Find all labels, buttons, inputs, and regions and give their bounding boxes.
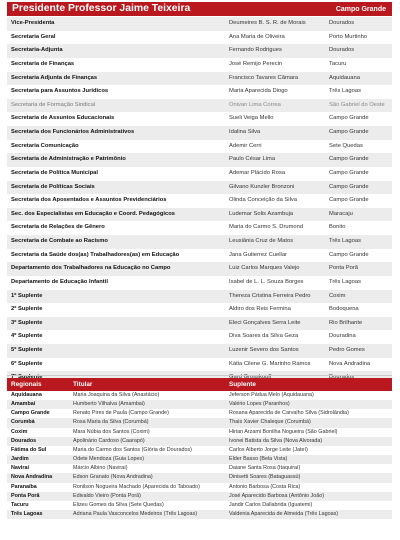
member-city: Maracaju: [329, 210, 353, 217]
titular-name: Apolinário Cardoso (Caarapó): [73, 437, 145, 444]
board-row: [7, 358, 392, 372]
header-suplente: Suplente: [229, 381, 256, 388]
regional-name: Paranaíba: [11, 483, 37, 490]
member-name: Jana Gutierrez Cuellar: [229, 251, 287, 258]
member-name: Maria do Carmo S. Drumond: [229, 224, 304, 231]
role-label: Vice-Presidenta: [11, 20, 55, 26]
regional-name: Dourados: [11, 437, 37, 444]
board-row: [7, 126, 392, 140]
regionals-table: [7, 378, 392, 519]
titular-name: Adriana Paula Vasconcelos Medeiros (Três Lagoas): [73, 511, 198, 518]
member-name: Ademar Plácido Rosa: [229, 169, 286, 176]
board-row: [7, 99, 392, 113]
titular-name: Elizeu Gomes da Silva (Sete Quedas): [73, 501, 164, 508]
suplente-name: Thais Xavier Chaleque (Corumbá): [229, 419, 311, 426]
board-row: [7, 249, 392, 263]
regional-row: [7, 409, 392, 418]
member-city: Porto Murtinho: [329, 33, 368, 40]
board-row: [7, 140, 392, 154]
role-label: 5º Suplente: [11, 347, 43, 353]
regional-row: [7, 473, 392, 482]
board-row: [7, 276, 392, 290]
role-label: 4º Suplente: [11, 333, 43, 340]
member-city: Campo Grande: [329, 169, 369, 176]
regional-row: [7, 391, 392, 400]
suplente-name: Hirian Arzami Bonilha Nogueira (São Gabriel): [229, 428, 338, 435]
member-name: Gilvano Kunzler Bronzoni: [229, 183, 295, 190]
member-name: Aldiro dos Reis Fermina: [229, 306, 291, 313]
member-name: Onivan Lima Correa: [229, 101, 281, 108]
member-city: Campo Grande: [329, 156, 369, 163]
role-label: Departamento dos Trabalhadores na Educação no Campo: [11, 265, 171, 272]
member-city: Dourados: [329, 47, 355, 54]
member-city: Três Lagoas: [329, 238, 362, 244]
titular-name: Edivaldo Vieiro (Ponta Porã): [73, 492, 141, 499]
board-row: [7, 235, 392, 249]
regional-name: Aquidauana: [11, 392, 42, 398]
board-row: [7, 221, 392, 235]
member-city: Campo Grande: [329, 183, 369, 190]
suplente-name: Valério Lopes (Paranhos): [229, 401, 290, 408]
member-city: Coxim: [329, 292, 346, 299]
regionals-header-row: [7, 378, 392, 391]
role-label: 1º Suplente: [11, 292, 43, 299]
suplente-name: Rosana Aparecida de Carvalho Silva (Sidrolândia): [229, 410, 349, 417]
member-name: Thereza Cristina Ferreira Pedro: [229, 292, 311, 299]
regional-row: [7, 492, 392, 501]
member-name: Isabel de L. L. Souza Borges: [229, 278, 304, 285]
member-name: Paulo César Lima: [229, 156, 276, 163]
member-name: Francisco Tavares Câmara: [229, 74, 299, 81]
suplente-name: Antonio Barbosa (Costa Rica): [229, 483, 301, 490]
regional-row: [7, 464, 392, 473]
suplente-name: Elder Basso (Bela Vista): [229, 456, 288, 463]
titular-name: Mara Núbia dos Santos (Coxim): [73, 428, 150, 435]
titular-name: Humberto Vilhalva (Amambai): [73, 401, 145, 408]
role-label: Secretaria Geral: [11, 33, 56, 40]
board-row: [7, 167, 392, 181]
board-row: [7, 112, 392, 126]
member-city: Pedro Gomes: [329, 347, 365, 353]
member-city: Ponta Porã: [329, 265, 359, 272]
role-label: Secretaria de Administração e Patrimônio: [11, 156, 126, 163]
regional-name: Naviraí: [11, 465, 29, 472]
board-row: [7, 44, 392, 58]
member-city: Nova Andradina: [329, 360, 371, 367]
regional-row: [7, 501, 392, 510]
titular-name: Maria do Carmo dos Santos (Glória de Dourados): [73, 446, 192, 453]
titular-name: Renato Pires de Paula (Campo Grande): [73, 410, 169, 417]
regional-row: [7, 455, 392, 464]
member-name: Maria Aparecida Diogo: [229, 88, 288, 95]
role-label: Secretaria de Assuntos Educacionais: [11, 115, 115, 122]
member-name: Fernando Rodrigues: [229, 47, 282, 54]
titular-name: Odete Mendoza (Guia Lopes): [73, 456, 145, 463]
role-label: Secretaria de Finanças: [11, 60, 75, 67]
member-city: Campo Grande: [329, 197, 369, 204]
member-city: Rio Brilhante: [329, 319, 363, 326]
regional-row: [7, 446, 392, 455]
regional-name: Tacuru: [11, 501, 29, 508]
regional-row: [7, 418, 392, 427]
member-name: Deumeires B. S. R. de Morais: [229, 20, 306, 26]
suplente-name: Jeferson Pádua Melo (Aquidauana): [229, 392, 314, 398]
regionals-body: [7, 391, 392, 519]
member-city: Campo Grande: [329, 251, 369, 258]
regional-name: Amambai: [11, 401, 36, 408]
board-row: [7, 344, 392, 358]
divider: [7, 375, 392, 376]
role-label: Secretaria para Assuntos Jurídicos: [11, 88, 109, 95]
suplente-name: José Aparecido Barbosa (Antônio João): [229, 492, 324, 499]
role-label: Secretaria da Saúde dos(as) Trabalhadores(as) em Educação: [11, 251, 180, 258]
regional-name: Campo Grande: [11, 410, 50, 417]
titular-name: Rosa Maria da Silva (Corumbá): [73, 419, 149, 426]
member-name: José Remijo Perecin: [229, 60, 283, 67]
member-name: Diva Soares da Silva Geza: [229, 333, 299, 340]
role-label: Sec. dos Especialistas em Educação e Coord. Pedagógicos: [11, 210, 175, 217]
board-row: [7, 290, 392, 304]
member-city: Douradina: [329, 333, 356, 340]
role-label: Secretaria-Adjunta: [11, 47, 63, 54]
regional-row: [7, 400, 392, 409]
member-city: Tacuru: [329, 60, 347, 67]
member-name: Eleci Gonçalves Serra Leite: [229, 319, 301, 326]
regional-name: Corumbá: [11, 419, 35, 426]
role-label: Secretaria de Política Municipal: [11, 169, 98, 176]
role-label: Secretaria Adjunta de Finanças: [11, 74, 98, 81]
regional-row: [7, 483, 392, 492]
board-row: [7, 85, 392, 99]
regional-name: Fátima do Sul: [11, 446, 47, 453]
role-label: Secretaria dos Funcionários Administrativos: [11, 129, 135, 135]
president-banner: [7, 2, 392, 16]
regional-row: [7, 428, 392, 437]
member-city: Campo Grande: [329, 115, 369, 122]
member-city: São Gabriel do Oeste: [329, 101, 385, 108]
member-city: Três Lagoas: [329, 278, 362, 285]
role-label: 2º Suplente: [11, 306, 43, 313]
board-row: [7, 31, 392, 45]
titular-name: Márcio Albino (Naviraí): [73, 465, 128, 472]
titular-name: Ronilson Nogueira Machado (Aparecida do Taboado): [73, 483, 200, 490]
board-row: [7, 317, 392, 331]
regional-name: Ponta Porã: [11, 492, 40, 499]
member-name: Ana Maria de Oliveira: [229, 33, 285, 40]
board-row: [7, 262, 392, 276]
role-label: Secretaria Comunicação: [11, 142, 79, 149]
president-title: Presidente Professor Jaime Teixeira: [12, 3, 191, 14]
member-name: Luiz Carlos Marques Valejo: [229, 265, 300, 272]
member-city: Sete Quedas: [329, 142, 363, 149]
member-name: Kátia Cilene G. Marinho Ramos: [229, 360, 311, 367]
board-row: [7, 17, 392, 31]
board-row: [7, 153, 392, 167]
member-city: Bodoquena: [329, 306, 359, 313]
suplente-name: Jandir Carlos Dallabrida (Iguatemi): [229, 501, 313, 508]
board-row: [7, 208, 392, 222]
member-name: Ludemar Solis Azambuja: [229, 210, 294, 217]
regional-name: Três Lagoas: [11, 511, 43, 518]
member-name: Leusiânia Cruz de Matos: [229, 238, 294, 244]
member-city: Bonito: [329, 224, 346, 231]
role-label: Secretaria de Combate ao Racismo: [11, 238, 108, 244]
regional-row: [7, 510, 392, 519]
titular-name: Edson Granato (Nova Andradina): [73, 474, 153, 481]
board-row: [7, 194, 392, 208]
suplente-name: Daiane Santa Rosa (Itaquiraí): [229, 465, 301, 472]
president-city: Campo Grande: [335, 6, 386, 13]
header-regionais: Regionais: [11, 381, 42, 388]
member-city: Aquidauana: [329, 74, 360, 81]
member-name: Luzenir Severo dos Santos: [229, 347, 299, 353]
role-label: 3º Suplente: [11, 319, 43, 326]
member-city: Dourados: [329, 20, 355, 26]
member-city: Três Lagoas: [329, 88, 362, 95]
suplente-name: Valdenia Aparecida de Almeida (Três Lagoas): [229, 511, 339, 518]
regional-name: Coxim: [11, 428, 28, 435]
role-label: Secretaria de Formação Sindical: [11, 101, 96, 108]
member-name: Sueli Veiga Mello: [229, 115, 274, 122]
role-label: Departamento de Educação Infantil: [11, 278, 108, 285]
regional-name: Jardim: [11, 456, 29, 463]
header-titular: Titular: [73, 381, 93, 388]
regional-name: Nova Andradina: [11, 474, 53, 481]
board-row: [7, 58, 392, 72]
role-label: Secretaria de Políticas Sociais: [11, 183, 95, 190]
suplente-name: Ivonei Batista da Silva (Nova Alvorada): [229, 437, 323, 444]
member-name: Ademir Cerri: [229, 142, 262, 149]
role-label: Secretaria de Relações de Gênero: [11, 224, 105, 231]
regional-row: [7, 437, 392, 446]
board-row: [7, 330, 392, 344]
suplente-name: Carlos Alberto Jorge Leite (Jateí): [229, 446, 308, 453]
board-row: [7, 72, 392, 86]
titular-name: Maria Joaquina da Silva (Anastácio): [73, 392, 160, 398]
suplente-name: Dinisetti Soares (Bataguassú): [229, 474, 301, 481]
board-row: [7, 181, 392, 195]
role-label: 6º Suplente: [11, 360, 43, 367]
member-name: Idalina Silva: [229, 129, 261, 135]
member-name: Olinda Conceição da Silva: [229, 197, 297, 204]
member-city: Campo Grande: [329, 129, 369, 135]
role-label: Secretaria dos Aposentados e Assuntos Previdenciários: [11, 197, 167, 204]
board-row: [7, 303, 392, 317]
board-table: [7, 17, 392, 385]
